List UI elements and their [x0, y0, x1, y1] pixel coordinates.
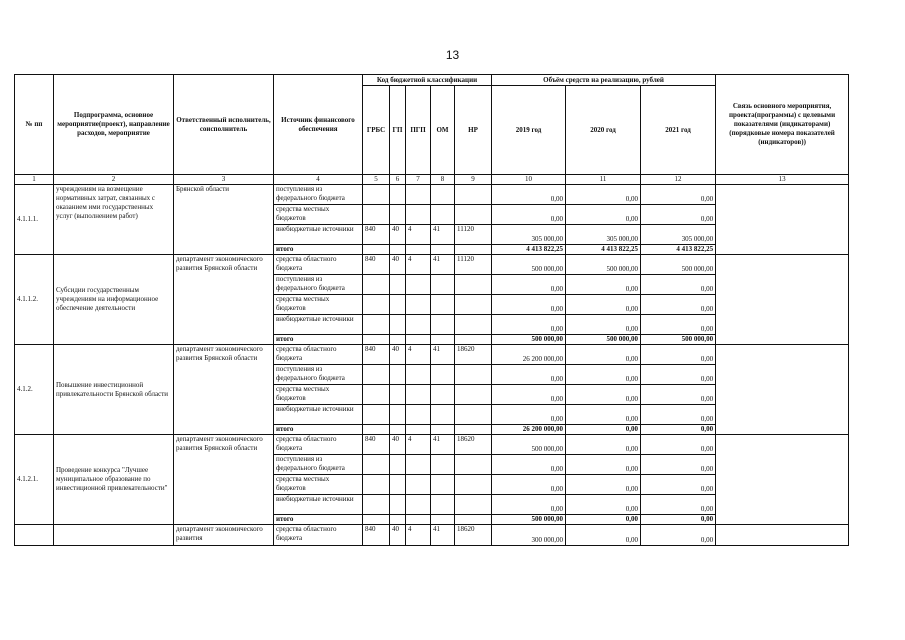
cell-2021: 0,00 — [641, 405, 716, 425]
header-grbs: ГРБС — [363, 86, 390, 175]
cell-om — [431, 475, 455, 495]
cell-gp — [390, 365, 406, 385]
cell-2019: 500 000,00 — [492, 255, 566, 275]
cell-2020-total: 500 000,00 — [566, 335, 641, 345]
cell-om — [431, 385, 455, 405]
col-number: 4 — [274, 175, 363, 185]
cell-grbs — [363, 385, 390, 405]
col-number: 6 — [390, 175, 406, 185]
cell-link — [716, 435, 849, 525]
cell-gp — [390, 405, 406, 425]
source-extra: внебюджетные источники — [274, 495, 363, 515]
cell-gp — [390, 185, 406, 205]
row-title: Проведение конкурса "Лучшее муниципальное образование по инвестиционной привлекательности" — [54, 435, 174, 525]
col-number: 13 — [716, 175, 849, 185]
cell-2019: 0,00 — [492, 475, 566, 495]
cell-2019: 0,00 — [492, 295, 566, 315]
cell-pgp — [406, 205, 431, 225]
col-number: 8 — [431, 175, 455, 185]
cell-om — [431, 315, 455, 335]
source-regional: средства областного бюджета — [274, 345, 363, 365]
cell-2020: 0,00 — [566, 455, 641, 475]
cell-2020: 0,00 — [566, 475, 641, 495]
cell-2021: 0,00 — [641, 185, 716, 205]
cell-om — [431, 205, 455, 225]
cell-pgp — [406, 475, 431, 495]
page-number: 13 — [445, 48, 460, 62]
cell-om: 41 — [431, 345, 455, 365]
header-link: Связь основного мероприятия, проекта(программы) с целевыми показателями (индикаторами) (порядковые номера показателей (индикаторов)) — [716, 75, 849, 175]
cell-gp — [390, 475, 406, 495]
col-number: 7 — [406, 175, 431, 185]
row-id: 4.1.1.1. — [15, 185, 54, 255]
cell-2021-total: 0,00 — [641, 515, 716, 525]
source-extra: внебюджетные источники — [274, 405, 363, 425]
cell-gp — [390, 295, 406, 315]
col-number: 11 — [566, 175, 641, 185]
cell-np — [455, 365, 492, 385]
cell-pgp: 4 — [406, 345, 431, 365]
cell-2019-total: 4 413 822,25 — [492, 245, 566, 255]
cell-grbs — [363, 185, 390, 205]
cell-np — [455, 455, 492, 475]
header-pgp: ПГП — [406, 86, 431, 175]
cell-2021: 0,00 — [641, 315, 716, 335]
table-row — [15, 255, 849, 275]
col-number: 1 — [15, 175, 54, 185]
cell-np: 11120 — [455, 255, 492, 275]
cell-om: 41 — [431, 435, 455, 455]
cell-np — [455, 385, 492, 405]
cell-2020: 0,00 — [566, 405, 641, 425]
cell-2020: 0,00 — [566, 385, 641, 405]
cell-2020: 0,00 — [566, 295, 641, 315]
cell-np — [455, 275, 492, 295]
row-title — [54, 525, 174, 546]
row-id — [15, 525, 54, 546]
header-gp: ГП — [390, 86, 406, 175]
row-id: 4.1.2.1. — [15, 435, 54, 525]
cell-2020: 0,00 — [566, 525, 641, 546]
cell-2019-total: 500 000,00 — [492, 515, 566, 525]
cell-om: 41 — [431, 225, 455, 245]
cell-grbs — [363, 205, 390, 225]
cell-gp — [390, 315, 406, 335]
cell-grbs — [363, 365, 390, 385]
cell-gp: 40 — [390, 225, 406, 245]
cell-grbs — [363, 405, 390, 425]
cell-om — [431, 275, 455, 295]
cell-link — [716, 255, 849, 345]
cell-2020: 0,00 — [566, 495, 641, 515]
cell-2020: 305 000,00 — [566, 225, 641, 245]
header-np: НР — [455, 86, 492, 175]
source-extra: внебюджетные источники — [274, 315, 363, 335]
cell-2021: 0,00 — [641, 525, 716, 546]
row-executor: Брянской области — [174, 185, 274, 255]
source-extra: внебюджетные источники — [274, 225, 363, 245]
header-subprogram: Подпрограмма, основное мероприятие(проект), направление расходов, мероприятие — [54, 75, 174, 175]
cell-om: 41 — [431, 525, 455, 546]
col-number: 12 — [641, 175, 716, 185]
col-number: 9 — [455, 175, 492, 185]
row-executor: департамент экономического развития — [174, 525, 274, 546]
cell-pgp: 4 — [406, 255, 431, 275]
cell-grbs — [363, 475, 390, 495]
cell-pgp: 4 — [406, 225, 431, 245]
col-number: 3 — [174, 175, 274, 185]
cell-pgp — [406, 495, 431, 515]
cell-2020-total: 4 413 822,25 — [566, 245, 641, 255]
column-numbers-row — [15, 175, 849, 185]
cell-grbs: 840 — [363, 255, 390, 275]
cell-2021: 0,00 — [641, 495, 716, 515]
cell-2020: 0,00 — [566, 435, 641, 455]
cell-2019: 300 000,00 — [492, 525, 566, 546]
cell-2021: 0,00 — [641, 385, 716, 405]
cell-2021: 0,00 — [641, 475, 716, 495]
cell-2019: 0,00 — [492, 315, 566, 335]
cell-2019: 26 200 000,00 — [492, 345, 566, 365]
source-total: итого — [274, 245, 363, 255]
row-id: 4.1.1.2. — [15, 255, 54, 345]
cell-pgp — [406, 315, 431, 335]
source-federal: поступления из федерального бюджета — [274, 365, 363, 385]
cell-2019-total: 500 000,00 — [492, 335, 566, 345]
cell-gp: 40 — [390, 345, 406, 365]
source-federal: поступления из федерального бюджета — [274, 275, 363, 295]
source-federal: поступления из федерального бюджета — [274, 455, 363, 475]
source-local: средства местных бюджетов — [274, 205, 363, 225]
cell-pgp: 4 — [406, 525, 431, 546]
row-id: 4.1.2. — [15, 345, 54, 435]
header-2021: 2021 год — [641, 86, 716, 175]
cell-grbs — [363, 495, 390, 515]
cell-gp — [390, 205, 406, 225]
cell-2020: 0,00 — [566, 205, 641, 225]
row-title: Повышение инвестиционной привлекательности Брянской области — [54, 345, 174, 435]
source-federal: поступления из федерального бюджета — [274, 185, 363, 205]
cell-pgp — [406, 365, 431, 385]
cell-np: 18620 — [455, 435, 492, 455]
cell-np — [455, 185, 492, 205]
cell-pgp — [406, 385, 431, 405]
header-budget-code: Код бюджетной классификации — [363, 75, 492, 86]
col-number: 10 — [492, 175, 566, 185]
row-executor: департамент экономического развития Брянской области — [174, 255, 274, 345]
cell-grbs: 840 — [363, 345, 390, 365]
row-executor: департамент экономического развития Брянской области — [174, 435, 274, 525]
cell-pgp — [406, 275, 431, 295]
cell-gp: 40 — [390, 435, 406, 455]
cell-2020: 0,00 — [566, 185, 641, 205]
row-title — [54, 185, 174, 255]
source-regional: средства областного бюджета — [274, 255, 363, 275]
cell-2021-total: 4 413 822,25 — [641, 245, 716, 255]
cell-2021-total: 0,00 — [641, 425, 716, 435]
cell-om — [431, 455, 455, 475]
cell-2021: 0,00 — [641, 435, 716, 455]
source-regional: средства областного бюджета — [274, 525, 363, 546]
cell-om — [431, 185, 455, 205]
header-2020: 2020 год — [566, 86, 641, 175]
cell-2021: 0,00 — [641, 345, 716, 365]
cell-gp: 40 — [390, 255, 406, 275]
cell-2020-total: 0,00 — [566, 515, 641, 525]
cell-2019: 0,00 — [492, 185, 566, 205]
cell-2021: 305 000,00 — [641, 225, 716, 245]
cell-link — [716, 345, 849, 435]
header-source: Источник финансового обеспечения — [274, 75, 363, 175]
cell-2021: 0,00 — [641, 275, 716, 295]
cell-grbs: 840 — [363, 525, 390, 546]
cell-om — [431, 295, 455, 315]
cell-grbs — [363, 275, 390, 295]
cell-grbs — [363, 315, 390, 335]
cell-np — [455, 315, 492, 335]
cell-pgp: 4 — [406, 435, 431, 455]
cell-gp — [390, 275, 406, 295]
header-funding: Объём средств на реализацию, рублей — [492, 75, 716, 86]
cell-om: 41 — [431, 255, 455, 275]
cell-grbs: 840 — [363, 225, 390, 245]
cell-link — [716, 525, 849, 546]
budget-table — [14, 74, 849, 546]
cell-2019: 0,00 — [492, 385, 566, 405]
cell-np — [455, 205, 492, 225]
cell-2019: 500 000,00 — [492, 435, 566, 455]
cell-gp — [390, 495, 406, 515]
source-total: итого — [274, 425, 363, 435]
cell-2021: 0,00 — [641, 295, 716, 315]
cell-grbs: 840 — [363, 435, 390, 455]
cell-2019-total: 26 200 000,00 — [492, 425, 566, 435]
cell-2019: 0,00 — [492, 455, 566, 475]
cell-2019: 0,00 — [492, 275, 566, 295]
cell-2019: 0,00 — [492, 405, 566, 425]
cell-np: 18620 — [455, 525, 492, 546]
cell-grbs — [363, 455, 390, 475]
col-number: 2 — [54, 175, 174, 185]
cell-2021: 500 000,00 — [641, 255, 716, 275]
cell-2020: 0,00 — [566, 275, 641, 295]
header-2019: 2019 год — [492, 86, 566, 175]
cell-2019: 305 000,00 — [492, 225, 566, 245]
cell-grbs — [363, 295, 390, 315]
cell-2021-total: 500 000,00 — [641, 335, 716, 345]
cell-om — [431, 365, 455, 385]
cell-om — [431, 495, 455, 515]
cell-np — [455, 405, 492, 425]
cell-2020: 0,00 — [566, 365, 641, 385]
cell-np — [455, 475, 492, 495]
source-total: итого — [274, 335, 363, 345]
table-row — [15, 435, 849, 455]
cell-pgp — [406, 295, 431, 315]
cell-2020-total: 0,00 — [566, 425, 641, 435]
cell-2019: 0,00 — [492, 495, 566, 515]
cell-np — [455, 495, 492, 515]
cell-gp — [390, 385, 406, 405]
row-title-text: учреждениям на возмещение нормативных затрат, связанных с оказанием ими государственных услуг (выполнением работ) — [56, 185, 156, 220]
cell-2021: 0,00 — [641, 455, 716, 475]
source-local: средства местных бюджетов — [274, 295, 363, 315]
row-executor: департамент экономического развития Брянской области — [174, 345, 274, 435]
cell-pgp — [406, 455, 431, 475]
table-row — [15, 185, 849, 205]
cell-np — [455, 295, 492, 315]
col-number: 5 — [363, 175, 390, 185]
row-title: Субсидии государственным учреждениям на информационное обеспечение деятельности — [54, 255, 174, 345]
cell-np: 18620 — [455, 345, 492, 365]
header-om: ОМ — [431, 86, 455, 175]
cell-pgp — [406, 185, 431, 205]
cell-link — [716, 185, 849, 255]
source-total: итого — [274, 515, 363, 525]
source-local: средства местных бюджетов — [274, 385, 363, 405]
source-regional: средства областного бюджета — [274, 435, 363, 455]
cell-2020: 500 000,00 — [566, 255, 641, 275]
cell-gp — [390, 455, 406, 475]
cell-2020: 0,00 — [566, 345, 641, 365]
source-local: средства местных бюджетов — [274, 475, 363, 495]
cell-2021: 0,00 — [641, 365, 716, 385]
cell-2019: 0,00 — [492, 365, 566, 385]
cell-2019: 0,00 — [492, 205, 566, 225]
cell-2021: 0,00 — [641, 205, 716, 225]
cell-gp: 40 — [390, 525, 406, 546]
cell-np: 11120 — [455, 225, 492, 245]
table-row — [15, 525, 849, 546]
header-executor: Ответственный исполнитель, соисполнитель — [174, 75, 274, 175]
table-row — [15, 345, 849, 365]
cell-om — [431, 405, 455, 425]
cell-pgp — [406, 405, 431, 425]
header-npp: № пп — [15, 75, 54, 175]
cell-2020: 0,00 — [566, 315, 641, 335]
